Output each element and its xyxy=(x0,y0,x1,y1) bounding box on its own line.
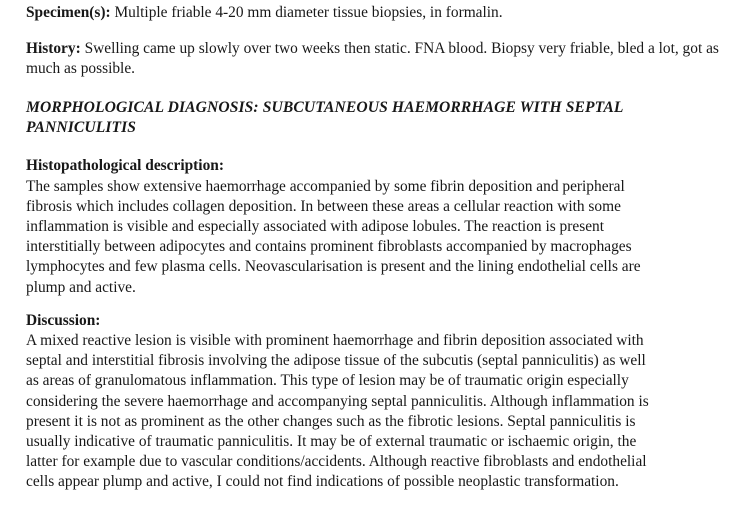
histopathology-heading: Histopathological description: xyxy=(26,157,224,175)
text-line: lymphocytes and few plasma cells. Neovascularisation is present and the lining endothelial cells are xyxy=(26,258,641,276)
diagnosis-line: MORPHOLOGICAL DIAGNOSIS: SUBCUTANEOUS HAEMORRHAGE WITH SEPTAL xyxy=(26,98,624,116)
discussion-heading: Discussion: xyxy=(26,311,101,329)
text-line: The samples show extensive haemorrhage accompanied by some fibrin deposition and peripheral xyxy=(26,177,625,195)
specimens-label: Specimen(s): xyxy=(26,4,111,21)
morphological-diagnosis-heading xyxy=(26,98,726,139)
diagnosis-line: PANNICULITIS xyxy=(26,119,137,137)
spacer xyxy=(26,80,726,98)
text-line: as areas of granulomatous inflammation. This type of lesion may be of traumatic origin especially xyxy=(26,372,629,390)
text-line: fibrosis which includes collagen deposition. In between these areas a cellular reaction with some xyxy=(26,197,621,215)
text-line: latter for example due to vascular conditions/accidents. Although reactive fibroblasts and endothelial xyxy=(26,453,647,471)
text-line: plump and active. xyxy=(26,278,136,296)
history-label: History: xyxy=(26,40,81,58)
history-section xyxy=(26,39,726,79)
text-line: cells appear plump and active, I could not find indications of possible neoplastic transformation. xyxy=(26,473,619,491)
text-line: interstitially between adipocytes and contains prominent fibroblasts accompanied by macrophages xyxy=(26,238,632,256)
text-line: present it is not as prominent as the other changes such as the fibrotic lesions. Septal panniculitis is xyxy=(26,412,636,430)
text-line: A mixed reactive lesion is visible with prominent haemorrhage and fibrin deposition associated with xyxy=(26,332,644,350)
specimens-text: Multiple friable 4-20 mm diameter tissue biopsies, in formalin. xyxy=(110,4,503,21)
text-line: considering the severe haemorrhage and accompanying septal panniculitis. Although inflammation is xyxy=(26,392,649,410)
discussion-paragraph xyxy=(26,331,726,493)
text-line: usually indicative of traumatic panniculitis. It may be of external traumatic or ischaemic origin, the xyxy=(26,433,637,451)
text-line: septal and interstitial fibrosis involving the adipose tissue of the subcutis (septal panniculitis) as well xyxy=(26,352,646,370)
specimens-section xyxy=(26,3,726,23)
text-line: inflammation is visible and especially associated with adipose lobules. The reaction is present xyxy=(26,218,604,236)
spacer xyxy=(26,23,726,39)
spacer xyxy=(26,298,726,311)
spacer xyxy=(26,138,726,156)
history-text: Swelling came up slowly over two weeks then static. FNA blood. Biopsy very friable, bled a lot, got as much as possible. xyxy=(26,40,719,78)
histopathology-paragraph xyxy=(26,177,726,298)
